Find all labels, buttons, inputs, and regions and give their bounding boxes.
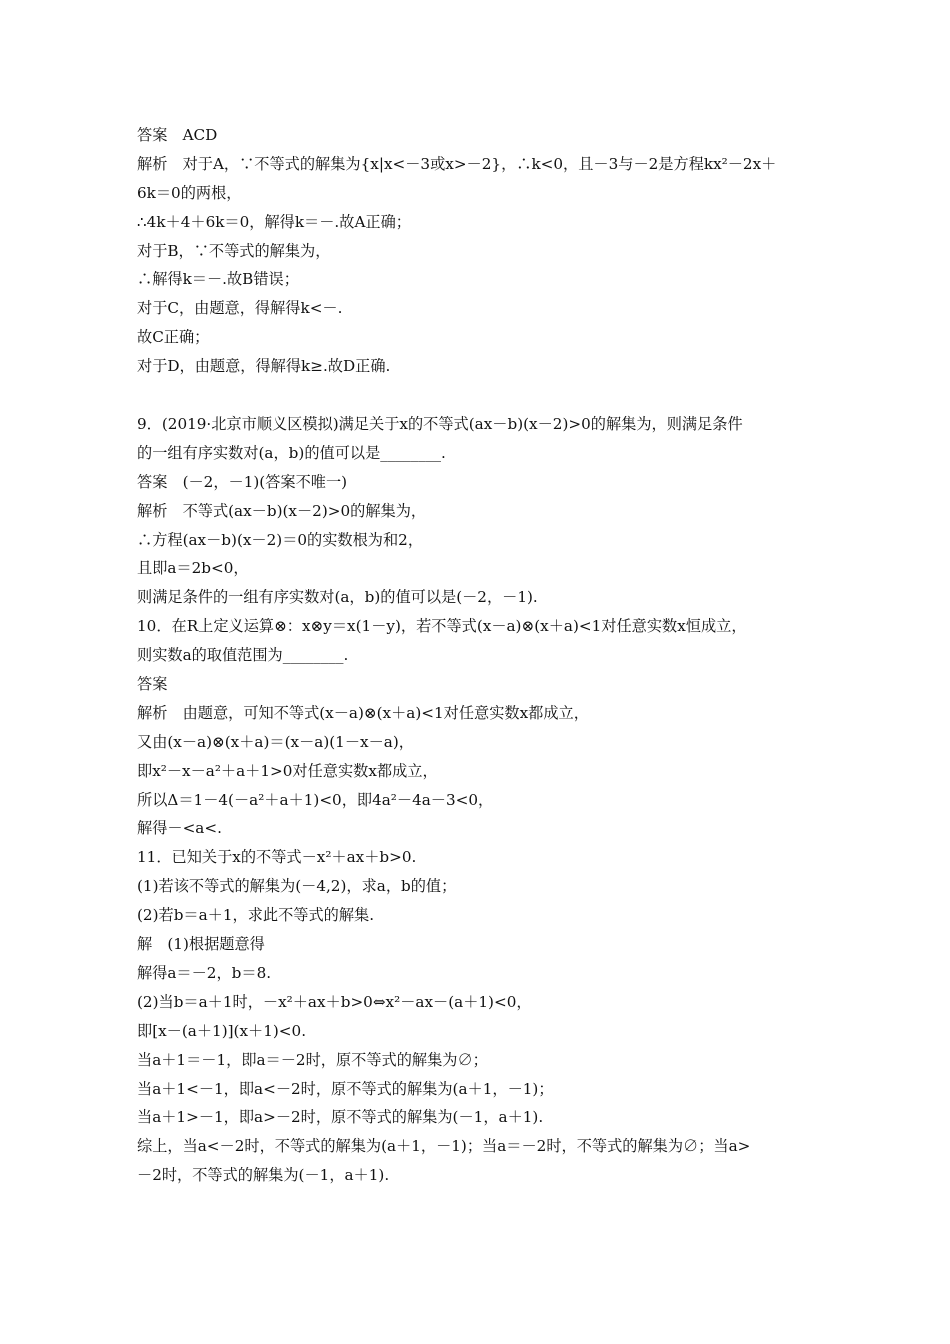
document-page [137, 121, 827, 1190]
text-line: 6k＝0的两根， [137, 183, 242, 202]
text-line: ∴4k＋4＋6k＝0，解得k＝－.故A正确； [137, 212, 411, 231]
text-line: 所以Δ＝1－4(－a²＋a＋1)<0，即4a²－4a－3<0， [137, 790, 494, 809]
text-line: 则满足条件的一组有序实数对(a，b)的值可以是(－2，－1). [137, 588, 538, 607]
text-line: 又由(x－a)⊗(x＋a)＝(x－a)(1－x－a)， [137, 732, 414, 751]
text-line: ∴解得k＝－.故B错误； [137, 270, 299, 289]
question-9-line: 9．(2019·北京市顺义区模拟)满足关于x的不等式(ax－b)(x－2)>0的解集为，则满足条件 [137, 415, 743, 434]
text-line: 且即a＝2b<0， [137, 559, 249, 578]
text-line: 综上，当a<－2时，不等式的解集为(a＋1，－1)；当a＝－2时，不等式的解集为∅；当a> [137, 1137, 751, 1156]
text-line: 故C正确； [137, 328, 210, 347]
text-line: ∴方程(ax－b)(x－2)＝0的实数根为和2， [137, 530, 424, 549]
text-line: 即x²－x－a²＋a＋1>0对任意实数x都成立， [137, 761, 438, 780]
question-11-part-2: (2)若b＝a＋1，求此不等式的解集. [137, 906, 375, 925]
text-line: 解得a＝－2，b＝8. [137, 963, 272, 982]
question-11-line: 11．已知关于x的不等式－x²＋ax＋b>0. [137, 848, 417, 867]
section-gap [137, 381, 827, 410]
answer-line: 答案 [137, 675, 168, 694]
text-line: 对于C，由题意，得解得k<－. [137, 299, 343, 318]
text-line: 解得－<a<. [137, 819, 222, 838]
text-line: 当a＋1＝－1，即a＝－2时，原不等式的解集为∅； [137, 1050, 488, 1069]
text-line: 即[x－(a＋1)](x＋1)<0. [137, 1021, 307, 1040]
text-line: 答案 ACD [137, 126, 218, 144]
analysis-line: 解析 由题意，可知不等式(x－a)⊗(x＋a)<1对任意实数x都成立， [137, 703, 589, 722]
question-10-line: 10．在R上定义运算⊗：x⊗y＝x(1－y)，若不等式(x－a)⊗(x＋a)<1对任意实数x恒成立， [137, 617, 747, 636]
question-9-line: 的一组有序实数对(a，b)的值可以是________. [137, 443, 446, 462]
text-line: 解析 对于A，∵不等式的解集为{x|x<－3或x>－2}，∴k<0，且－3与－2是方程kx²－2x＋ [137, 154, 777, 173]
solution-line: 解 (1)根据题意得 [137, 935, 265, 954]
questions-9-11 [137, 410, 827, 1190]
question-11-part-1: (1)若该不等式的解集为(－4,2)，求a，b的值； [137, 877, 457, 896]
answer-line: 答案 (－2，－1)(答案不唯一) [137, 472, 348, 491]
text-line: 当a＋1<－1，即a<－2时，原不等式的解集为(a＋1，－1)； [137, 1079, 554, 1098]
question-10-line: 则实数a的取值范围为________. [137, 646, 349, 665]
text-line: (2)当b＝a＋1时，－x²＋ax＋b>0⇔x²－ax－(a＋1)<0， [137, 992, 532, 1011]
analysis-line: 解析 不等式(ax－b)(x－2)>0的解集为， [137, 501, 427, 520]
text-line: －2时，不等式的解集为(－1，a＋1). [137, 1166, 390, 1185]
text-line: 对于D，由题意，得解得k≥.故D正确. [137, 357, 391, 376]
text-line: 对于B，∵不等式的解集为， [137, 241, 331, 260]
text-line: 当a＋1>－1，即a>－2时，原不等式的解集为(－1，a＋1). [137, 1108, 544, 1127]
answer-block-8 [137, 121, 827, 381]
